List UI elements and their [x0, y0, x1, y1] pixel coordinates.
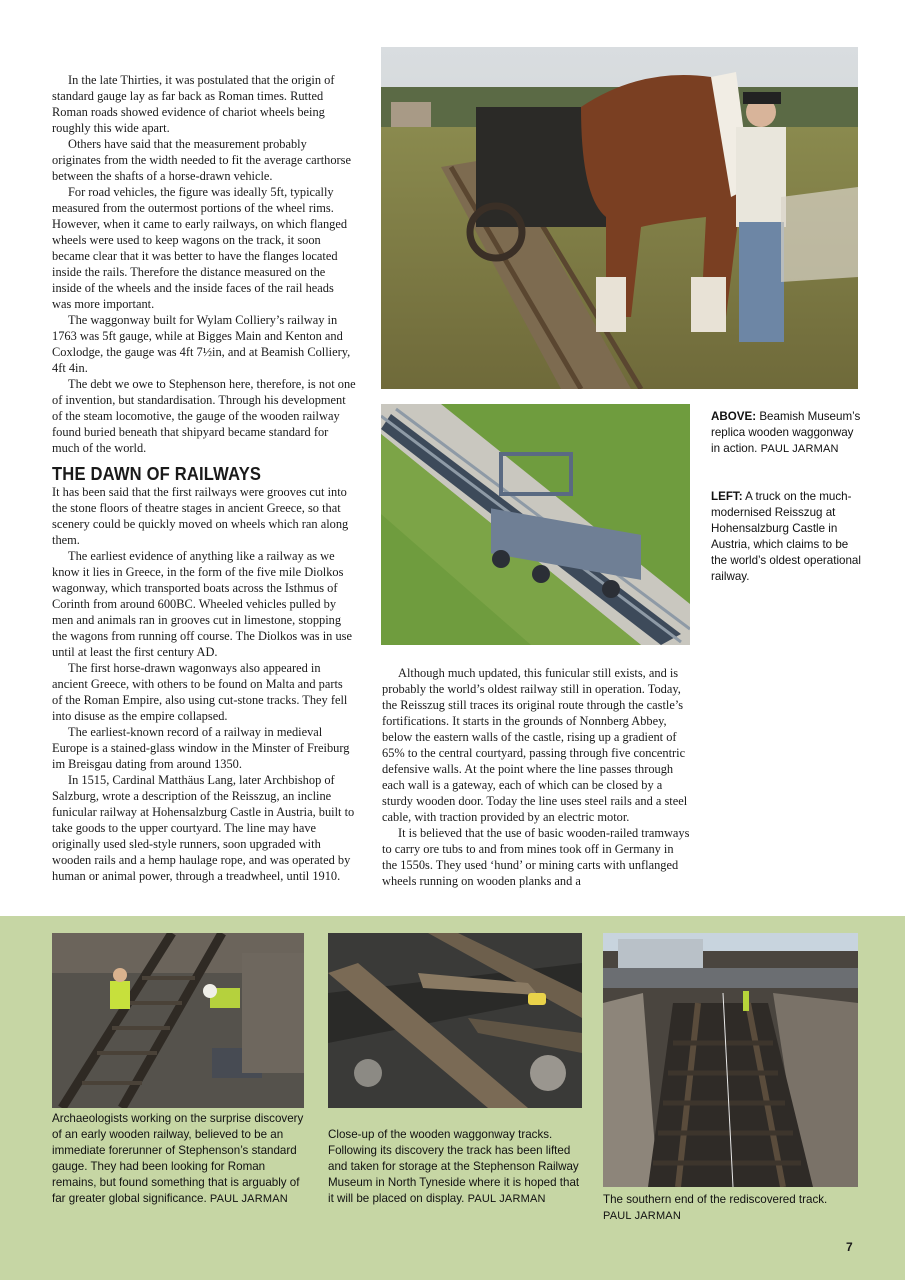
caption-southern-end [603, 1192, 863, 1224]
body-column-left [52, 72, 356, 884]
caption-text: Beamish Museum’s replica wooden waggonway in action. [711, 410, 861, 455]
photo-southern-end [603, 933, 858, 1187]
caption-label: ABOVE: [711, 410, 757, 423]
body-paragraph: In 1515, Cardinal Matthäus Lang, later Archbishop of Salzburg, wrote a description of the Reisszug, an incline funicular railway at Hohensalzburg Castle in Austria, built to take goods to the upper courtyard. The line may have originally used sled-style runners, soon upgraded with wooden rails and a hemp haulage rope, and was operated by human or animal power, through a treadwheel, until 1910. [52, 773, 355, 883]
body-paragraph: It is believed that the use of basic wooden-railed tramways to carry ore tubs to and from mines took off in Germany in the 1550s. They used ‘hund’ or mining carts with unflanged wheels running on wooden planks and a [382, 826, 690, 888]
photo-horse-waggonway [381, 47, 858, 389]
body-paragraph: The debt we owe to Stephenson here, therefore, is not one of invention, but standardisation. Through his development of the steam locomotive, the gauge of the wooden railway found buried beneath that shipyard became standard for much of the world. [52, 377, 356, 455]
caption-text: A truck on the much-modernised Reisszug at Hohensalzburg Castle in Austria, which claims to be the world’s oldest operational railway. [711, 490, 861, 583]
body-paragraph: The earliest-known record of a railway in medieval Europe is a stained-glass window in the Minster of Freiburg im Breisgau dating from around 1350. [52, 725, 350, 771]
caption-left [711, 489, 861, 585]
body-paragraph: The waggonway built for Wylam Colliery’s railway in 1763 was 5ft gauge, while at Bigges Main and Kenton and Coxlodge, the gauge was 4ft 7½in, and at Beamish Colliery, 4ft 4in. [52, 313, 351, 375]
body-paragraph: In the late Thirties, it was postulated that the origin of standard gauge lay as far back as Roman times. Rutted Roman roads showed evidence of chariot wheels being roughly this wide apart. [52, 73, 335, 135]
photo-credit: PAUL JARMAN [760, 443, 839, 455]
caption-text: Archaeologists working on the surprise discovery of an early wooden railway, believed to be an immediate forerunner of Stephenson’s standard gauge. They had been looking for Roman remains, but found something that is arguably of far greater global significance. [52, 1112, 304, 1205]
body-paragraph: The first horse-drawn wagonways also appeared in ancient Greece, with others to be found on Malta and parts of the Roman Empire, also using cut-stone tracks. They fell into disuse as the empire collapsed. [52, 661, 348, 723]
body-paragraph: Although much updated, this funicular still exists, and is probably the world’s oldest railway still in operation. Today, the Reisszug still traces its original route through the castle’s fortifications. It starts in the grounds of Nonnberg Abbey, below the eastern walls of the castle, rising up a gradient of 65% to the central courtyard, passing through five concentric defensive walls. At the point where the line passes through each wall is a gateway, each of which can be closed by a sturdy wooden door. Today the line uses steel rails and a steel cable, with traction provided by an electric motor. [382, 666, 688, 824]
photo-credit: PAUL JARMAN [603, 1210, 681, 1222]
caption-track-closeup [328, 1127, 588, 1207]
caption-above [711, 409, 861, 457]
photo-archaeologists [52, 933, 304, 1108]
photo-track-closeup [328, 933, 582, 1108]
page-number: 7 [846, 1240, 853, 1254]
section-heading: THE DAWN OF RAILWAYS [52, 464, 262, 484]
body-paragraph: It has been said that the first railways were grooves cut into the stone floors of theatre stages in ancient Greece, so that scenery could be quickly moved on wheels which ran along them. [52, 485, 349, 547]
body-paragraph: The earliest evidence of anything like a railway as we know it lies in Greece, in the form of the five mile Diolkos wagonway, which transported boats across the Isthmus of Corinth from around 600BC. Wheeled vehicles pulled by men and animals ran in grooves cut in limestone, stopping the wagons from running off course. The Diolkos was in use until at least the first century AD. [52, 549, 352, 659]
photo-band [0, 916, 905, 1280]
body-column-middle [382, 665, 690, 889]
photo-credit: PAUL JARMAN [209, 1193, 288, 1205]
caption-text: The southern end of the rediscovered track. [603, 1193, 828, 1206]
photo-reisszug-truck [381, 404, 690, 645]
body-paragraph: Others have said that the measurement probably originates from the width needed to fit the average carthorse between the shafts of a horse-drawn vehicle. [52, 137, 351, 183]
caption-text: Close-up of the wooden waggonway tracks. Following its discovery the track has been lifted and taken for storage at the Stephenson Railway Museum in North Tyneside where it is hoped that it will be placed on display. [328, 1128, 580, 1205]
caption-archaeologists [52, 1111, 312, 1207]
caption-label: LEFT: [711, 490, 743, 503]
photo-credit: PAUL JARMAN [467, 1193, 546, 1205]
body-paragraph: For road vehicles, the figure was ideally 5ft, typically measured from the outermost portions of the wheel rims. However, when it came to early railways, on which flanged wheels were used to keep wagons on the track, it soon became clear that it was better to have the flanges located inside the rails. Therefore the distance measured on the inside of the wheels and the inside faces of the rail heads was more important. [52, 185, 348, 311]
